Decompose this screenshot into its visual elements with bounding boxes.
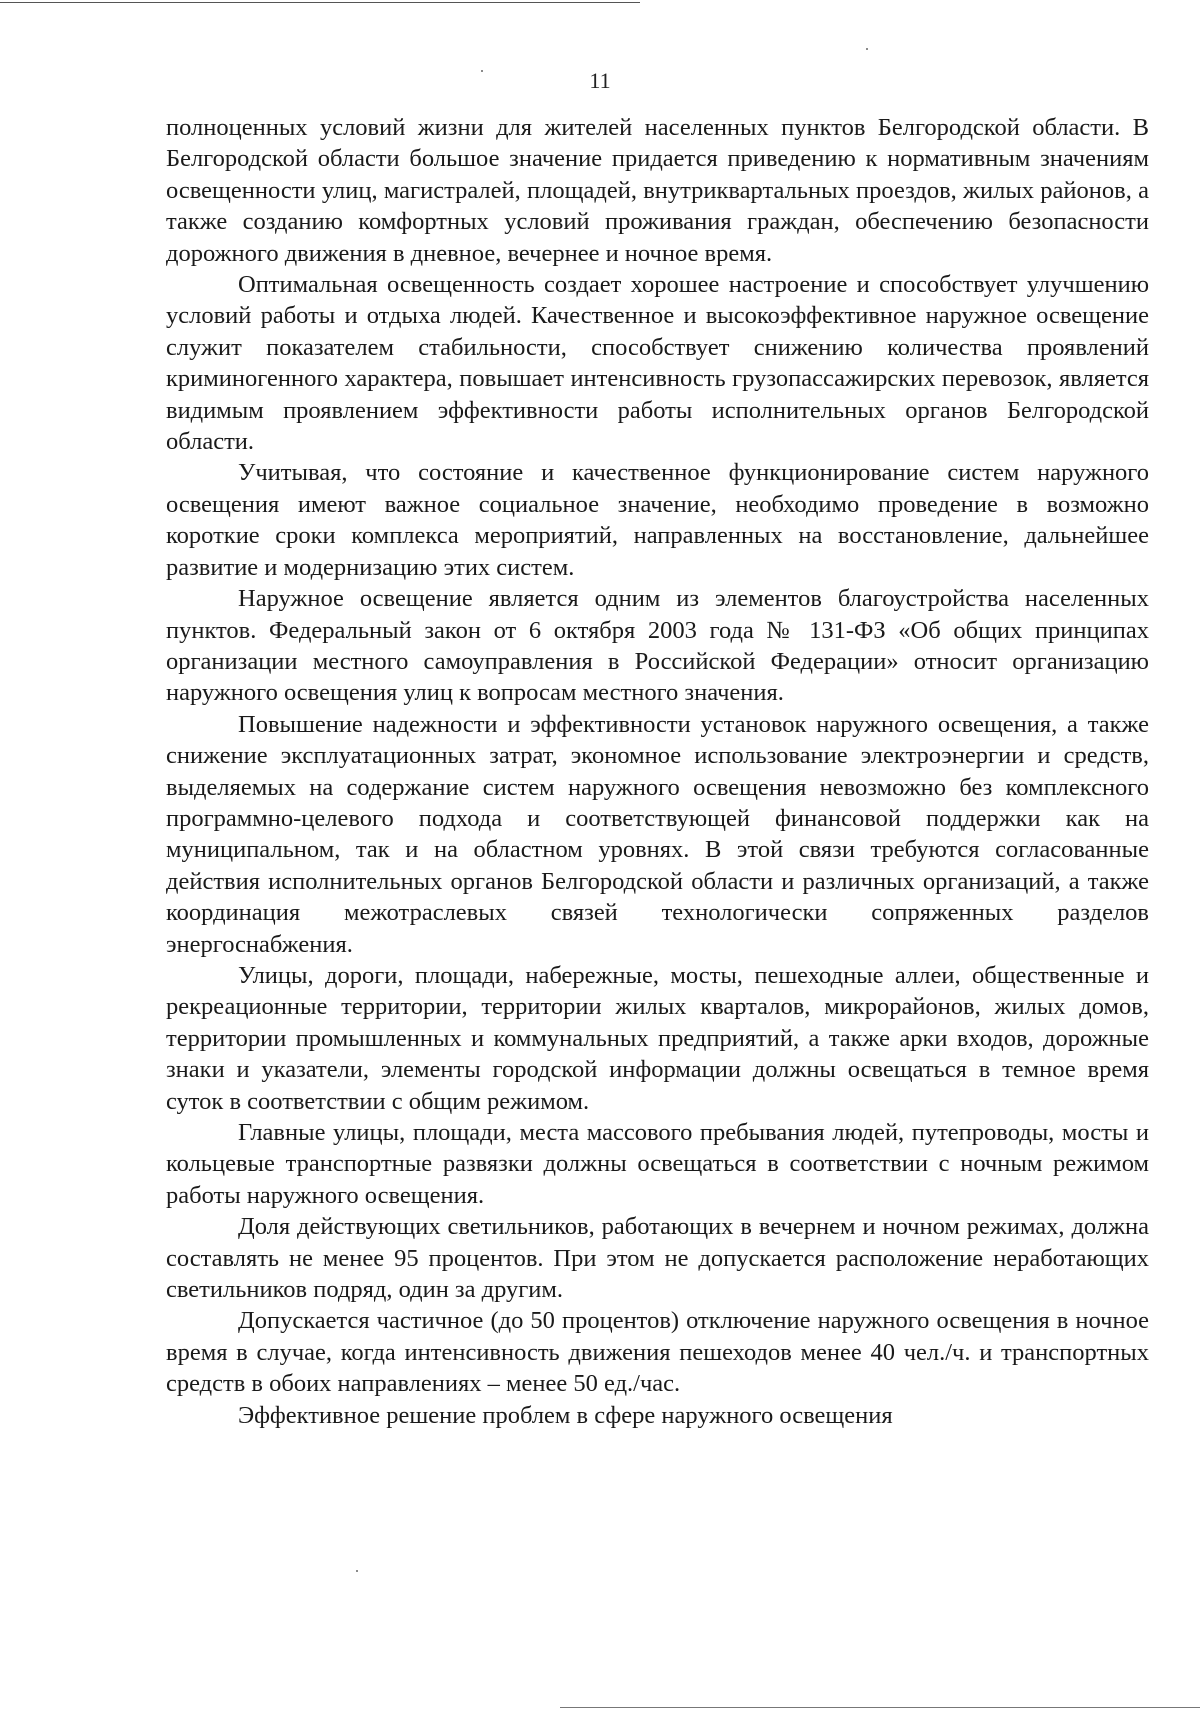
paragraph: Наружное освещение является одним из элементов благоустройства населенных пунктов. Федеральный закон от 6 октября 2003 года № 131-ФЗ «Об общих принципах организации местного самоуправления в Российской Федерации» относит организацию наружного освещения улиц к вопросам местного значения. [166,585,1149,707]
paragraph: Учитывая, что состояние и качественное функционирование систем наружного освещения имеют важное социальное значение, необходимо проведение в возможно короткие сроки комплекса мероприятий, направленных на восстановление, дальнейшее развитие и модернизацию этих систем. [166,459,1149,581]
paragraph-continued: полноценных условий жизни для жителей населенных пунктов Белгородской области. В Белгородской области большое значение придается приведению к нормативным значениям освещенности улиц, магистралей, площадей, внутриквартальных проездов, жилых районов, а также созданию комфортных условий проживания граждан, обеспечению безопасности дорожного движения в дневное, вечернее и ночное время. [166,114,1149,267]
paragraph: Доля действующих светильников, работающих в вечернем и ночном режимах, должна составлять не менее 95 процентов. При этом не допускается расположение неработающих светильников подряд, один за другим. [166,1213,1149,1304]
paragraph: Улицы, дороги, площади, набережные, мосты, пешеходные аллеи, общественные и рекреационные территории, территории жилых кварталов, микрорайонов, жилых домов, территории промышленных и коммунальных предприятий, а также арки входов, дорожные знаки и указатели, элементы городской информации должны освещаться в темное время суток в соответствии с общим режимом. [166,961,1149,1115]
scan-edge-line-top [0,2,640,3]
document-body [166,112,1149,1431]
paragraph: Допускается частичное (до 50 процентов) отключение наружного освещения в ночное время в случае, когда интенсивность движения пешеходов менее 40 чел./ч. и транспортных средств в обоих направлениях – менее 50 ед./час. [166,1307,1149,1398]
page-number: 11 [589,68,611,93]
paragraph: Эффективное решение проблем в сфере наружного освещения [238,1401,893,1429]
scan-speck [866,48,868,50]
scan-edge-line-bottom [560,1707,1200,1708]
paragraph: Оптимальная освещенность создает хорошее настроение и способствует улучшению условий работы и отдыха людей. Качественное и высокоэффективное наружное освещение служит показателем стабильности, способствует снижению количества проявлений криминогенного характера, повышает интенсивность грузопассажирских перевозок, является видимым проявлением эффективности работы исполнительных органов Белгородской области. [166,271,1149,456]
paragraph: Повышение надежности и эффективности установок наружного освещения, а также снижение эксплуатационных затрат, экономное использование электроэнергии и средств, выделяемых на содержание систем наружного освещения невозможно без комплексного программно-целевого подхода и соответствующей финансовой поддержки как на муниципальном, так и на областном уровнях. В этой связи требуются согласованные действия исполнительных органов Белгородской области и различных организаций, а также координация межотраслевых связей технологически сопряженных разделов энергоснабжения. [166,710,1149,958]
paragraph: Главные улицы, площади, места массового пребывания людей, путепроводы, мосты и кольцевые транспортные развязки должны освещаться в соответствии с ночным режимом работы наружного освещения. [166,1119,1149,1209]
scan-speck [356,1570,358,1572]
